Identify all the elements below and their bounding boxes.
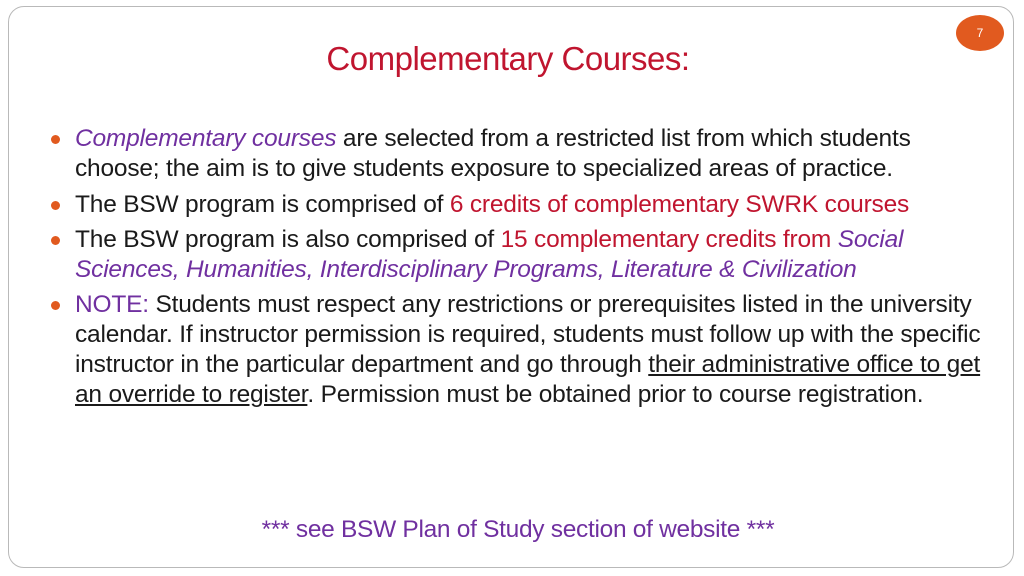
- swrk-credits-highlight: 6 credits of complementary SWRK courses: [449, 191, 910, 218]
- bullet-list: [0, 124, 1024, 410]
- bullet-text-tail: . Permission must be obtained prior to course registration.: [307, 381, 924, 408]
- complementary-credits-highlight: 15 complementary credits from: [500, 226, 838, 253]
- bullet-text: The BSW program is also comprised of: [75, 226, 501, 253]
- plan-of-study-reference: *** see BSW Plan of Study section of website ***: [261, 516, 775, 543]
- bullet-complementary-courses: [0, 124, 1024, 184]
- bullet-text: The BSW program is comprised of: [75, 191, 450, 218]
- bullet-complementary-credits: [0, 225, 1024, 285]
- bullet-dot-icon: [51, 236, 60, 245]
- override-instruction: their administrative office to get an override to register: [75, 351, 981, 408]
- complementary-courses-term: Complementary courses: [75, 125, 337, 152]
- bullet-dot-icon: [51, 135, 60, 144]
- bullet-note: [0, 290, 1024, 410]
- bullet-text: are selected from a restricted list from which students choose; the aim is to give students exposure to specialized areas of practice.: [75, 125, 911, 182]
- disciplines-list: Social Sciences, Humanities, Interdisciplinary Programs, Literature & Civilization: [75, 226, 904, 283]
- bullet-text: Students must respect any restrictions or prerequisites listed in the university calendar. If instructor permission is required, students must follow up with the specific instructor in the particular department and go through: [75, 291, 981, 378]
- note-label: NOTE:: [75, 291, 149, 318]
- bullet-dot-icon: [51, 201, 60, 210]
- bullet-swrk-credits: [0, 190, 1024, 220]
- slide-number: 7: [976, 26, 984, 40]
- slide-title: Complementary Courses:: [326, 40, 690, 77]
- bullet-dot-icon: [51, 301, 60, 310]
